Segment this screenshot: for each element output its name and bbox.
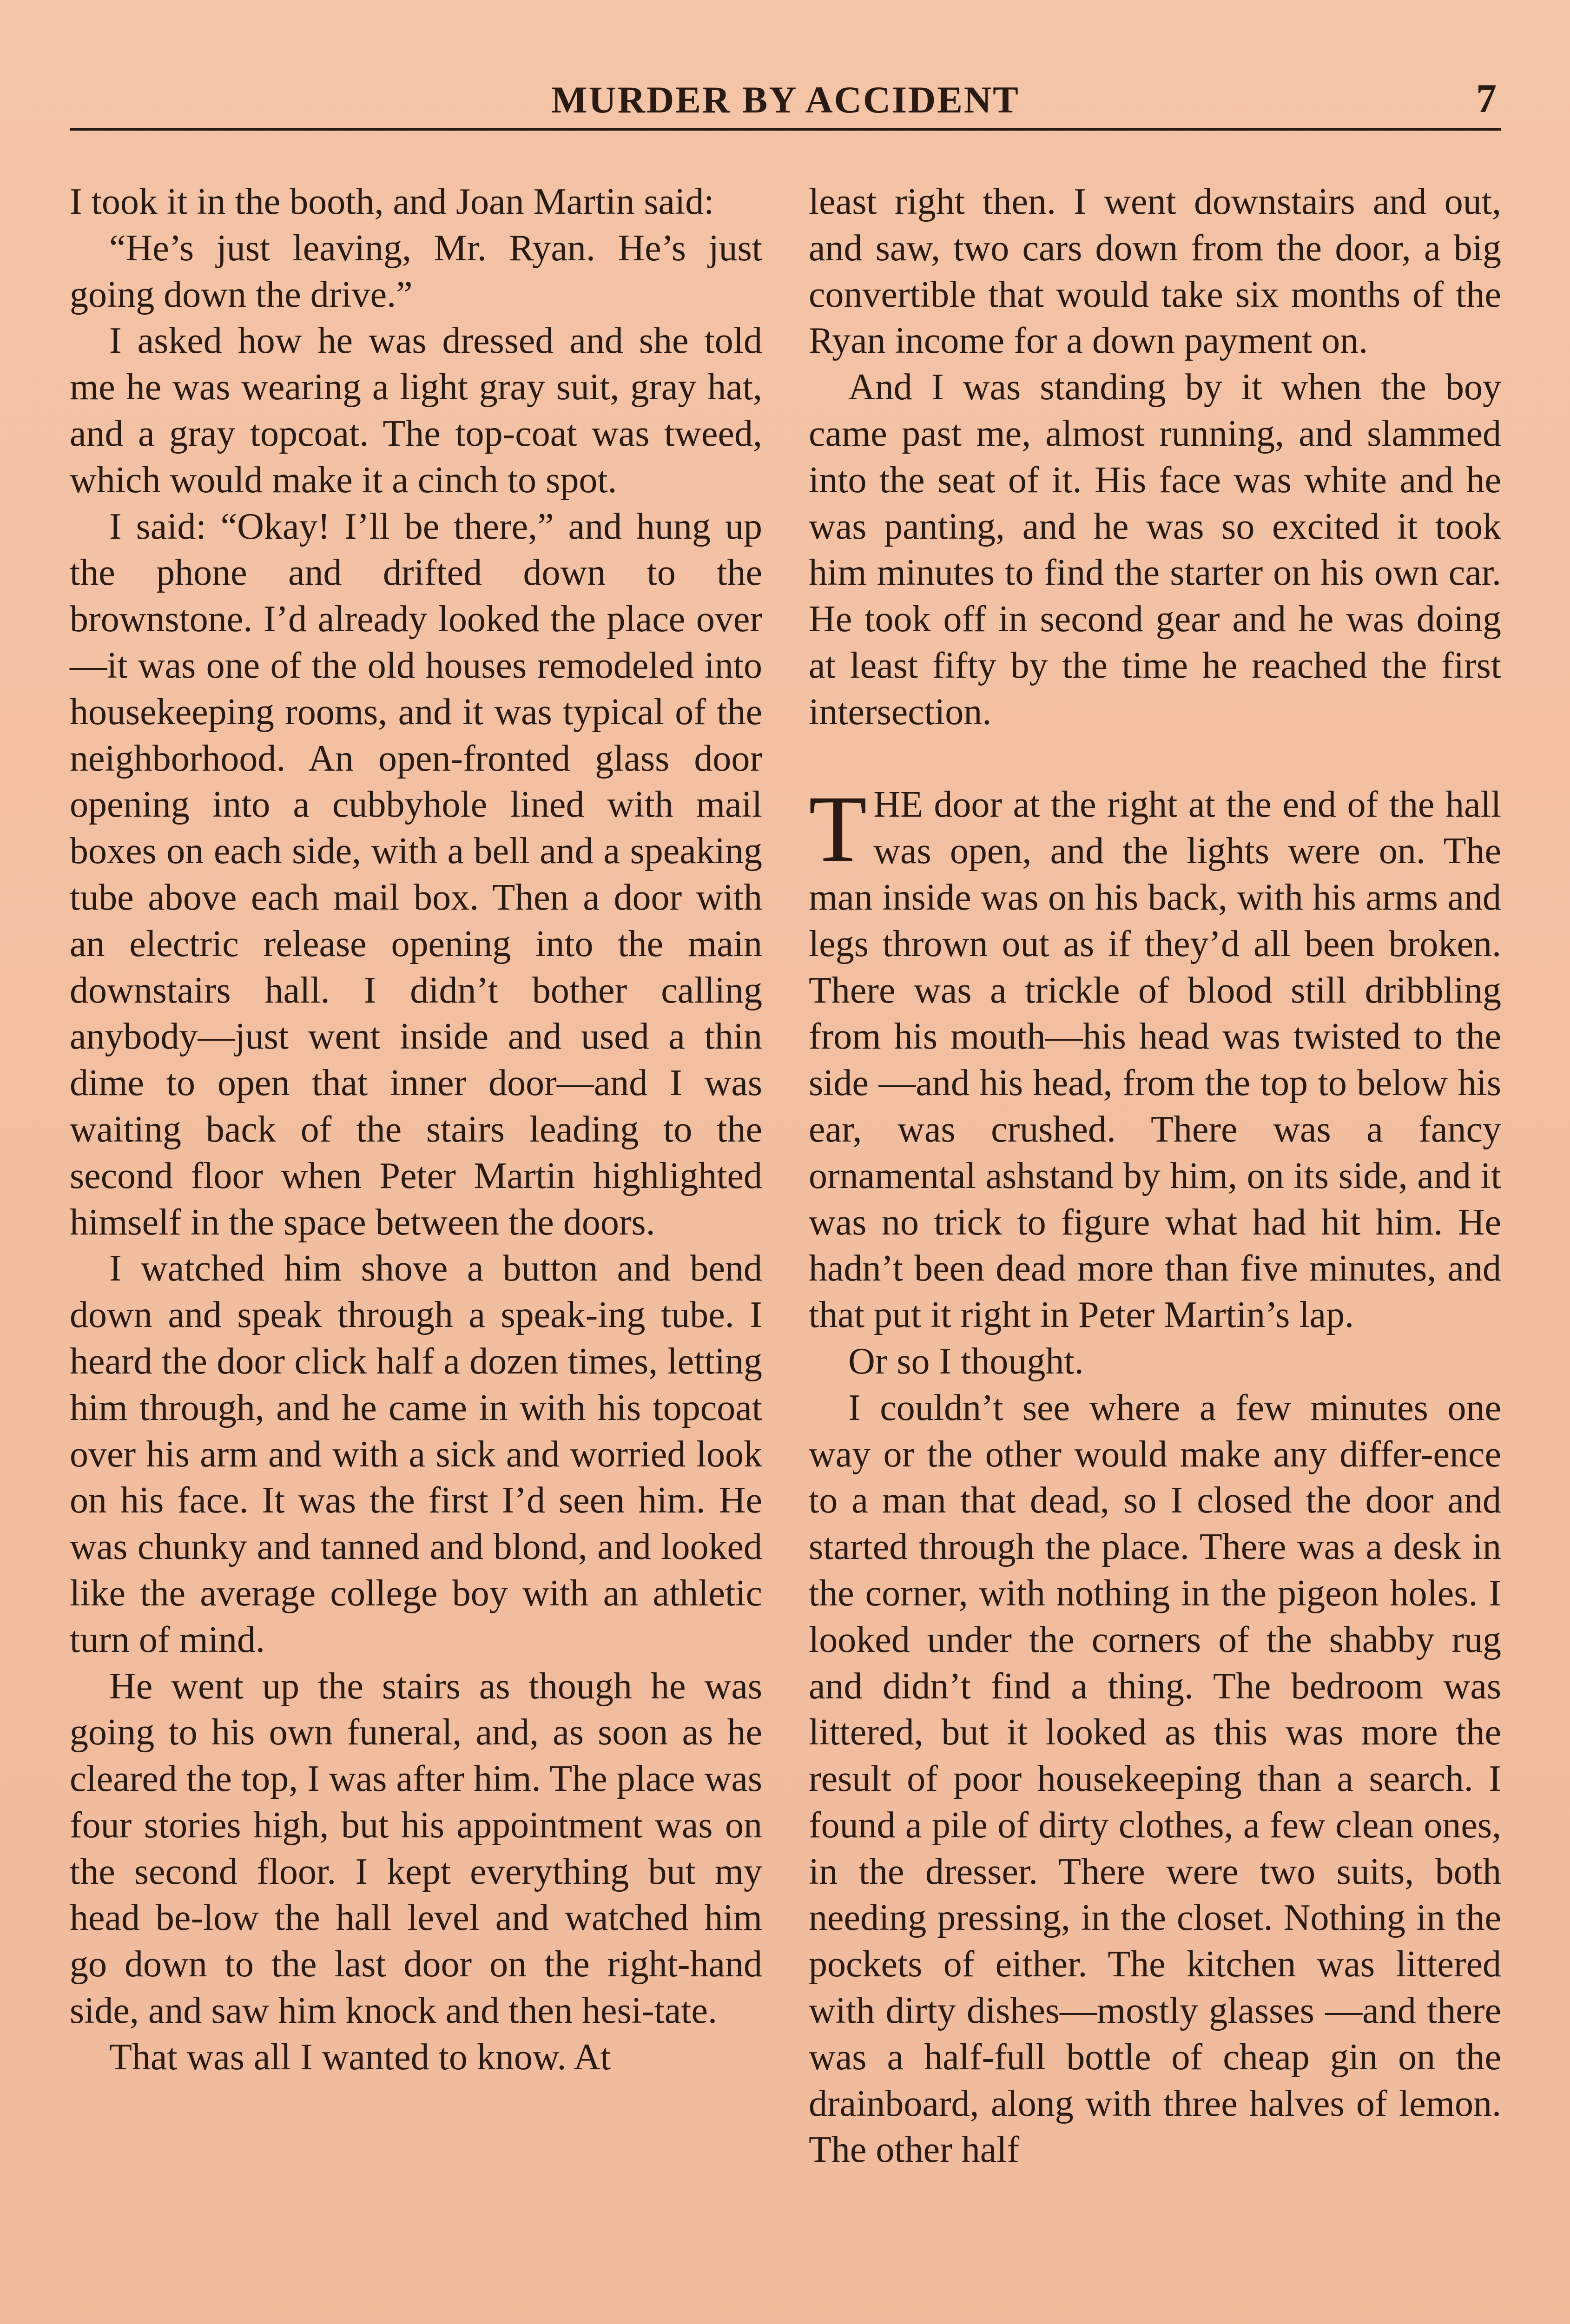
paragraph: I watched him shove a button and bend down and speak through a speak-ing tube. I heard the door click half a dozen times, letting him through, and he came in with his topcoat over his arm and with a sick and worried look on his face. It was the first I’d seen him. He was chunky and tanned and blond, and looked like the average college boy with an athletic turn of mind.	[70, 1248, 762, 1660]
paragraph: Or so I thought.	[848, 1340, 1084, 1382]
section-opening-paragraph	[809, 776, 1501, 1339]
drop-cap: T	[809, 776, 867, 882]
paragraph: I said: “Okay! I’ll be there,” and hung up the phone and drifted down to the brownstone. I’d already looked the place over—it was one of the old houses remodeled into housekeeping rooms, and it was typical of the neighborhood. An open-fronted glass door opening into a cubbyhole lined with mail boxes on each side, with a bell and a speaking tube above each mail box. Then a door with an electric release opening into the main downstairs hall. I didn’t bother calling anybody—just went inside and used a thin dime to open that inner door—and I was waiting back of the stairs leading to the second floor when Peter Martin highlighted himself in the space between the doors.	[70, 506, 762, 1243]
running-title: MURDER BY ACCIDENT	[551, 79, 1020, 121]
paragraph: I asked how he was dressed and she told me he was wearing a light gray suit, gray hat, and a gray topcoat. The top-coat was tweed, which would make it a cinch to spot.	[70, 320, 762, 501]
page-header	[70, 74, 1501, 131]
paragraph: That was all I wanted to know. At	[109, 2036, 611, 2078]
right-column	[809, 179, 1501, 2173]
page-number: 7	[1476, 76, 1497, 121]
paragraph: least right then. I went downstairs and out, and saw, two cars down from the door, a big convertible that would take six months of the Ryan income for a down payment on.	[809, 181, 1501, 362]
left-column	[70, 179, 762, 2081]
section-opening-text: HE door at the right at the end of the hall was open, and the lights were on. The man inside was on his back, with his arms and legs thrown out as if they’d all been broken. There was a trickle of blood still dribbling from his mouth—his head was twisted to the side —and his head, from the top to below his ear, was crushed. There was a fancy ornamental ashstand by him, on its side, and it was no trick to figure what had hit him. He hadn’t been dead more than five minutes, and that put it right in Peter Martin’s lap.	[809, 784, 1501, 1336]
paragraph: I couldn’t see where a few minutes one way or the other would make any differ-ence to a man that dead, so I closed the door and started through the place. There was a desk in the corner, with nothing in the pigeon holes. I looked under the corners of the shabby rug and didn’t find a thing. The bedroom was littered, but it looked as this was more the result of poor housekeeping than a search. I found a pile of dirty clothes, a few clean ones, in the dresser. There were two suits, both needing pressing, in the closet. Nothing in the pockets of either. The kitchen was littered with dirty dishes—mostly glasses —and there was a half-full bottle of cheap gin on the drainboard, along with three halves of lemon. The other half	[809, 1387, 1501, 2171]
section-break	[809, 736, 1501, 782]
paragraph: And I was standing by it when the boy came past me, almost running, and slammed into the seat of it. His face was white and he was panting, and he was so excited it took him minutes to find the starter on his own car. He took off in second gear and he was doing at least fifty by the time he reached the first intersection.	[809, 367, 1501, 733]
paragraph: “He’s just leaving, Mr. Ryan. He’s just going down the drive.”	[70, 227, 762, 315]
paragraph: I took it in the booth, and Joan Martin said:	[70, 181, 714, 222]
paragraph: He went up the stairs as though he was going to his own funeral, and, as soon as he cleared the top, I was after him. The place was four stories high, but his appointment was on the second floor. I kept everything but my head be-low the hall level and watched him go down to the last door on the right-hand side, and saw him knock and then hesi-tate.	[70, 1665, 762, 2032]
